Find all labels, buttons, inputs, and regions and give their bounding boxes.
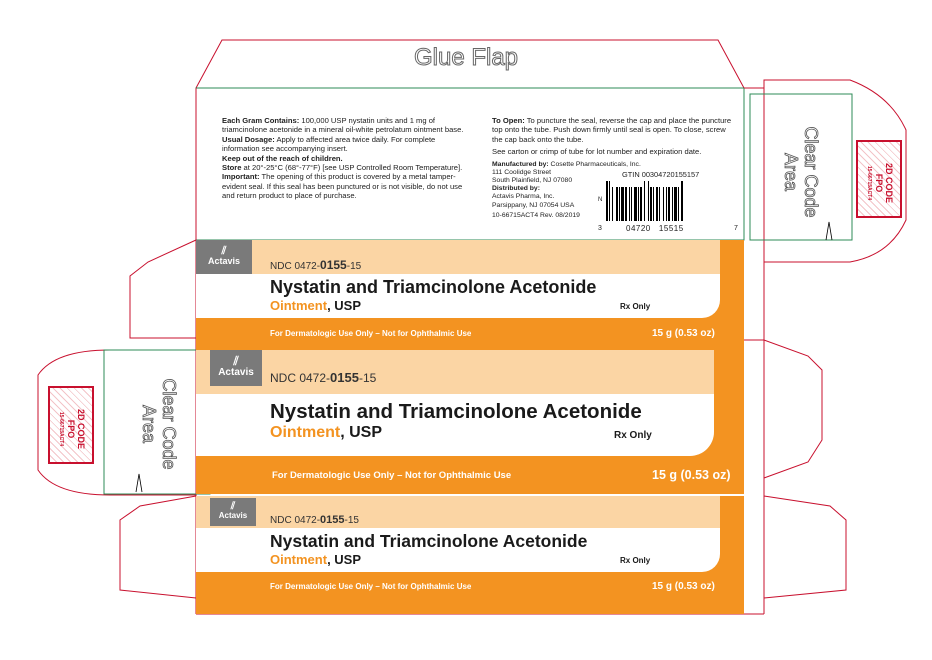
info-line: Store at 20°-25°C (68°-77°F) [see USP Controlled Room Temperature]. xyxy=(222,163,463,173)
clear-code-area-right: Clear Code Area xyxy=(781,126,821,218)
rx-only: Rx Only xyxy=(614,430,652,441)
rx-only: Rx Only xyxy=(620,302,651,311)
fpo-2d-code-left: 2D CODE FPO 15-66715ACT4 xyxy=(48,386,94,464)
info-line: Usual Dosage: Apply to affected area twice daily. For complete information see accompanying insert. xyxy=(222,134,436,154)
rx-only: Rx Only xyxy=(620,556,651,565)
upc-barcode xyxy=(606,181,732,221)
fpo-2d-code-right: 2D CODE FPO 15-66715ACT4 xyxy=(856,140,902,218)
gtin-label: GTIN 00304720155157 xyxy=(622,170,700,179)
info-line: Keep out of the reach of children. xyxy=(222,153,343,163)
clear-code-area-left: Clear Code Area xyxy=(139,378,179,470)
back-panel-info-left xyxy=(222,116,472,201)
ndc-number: NDC 0472-0155-15 xyxy=(270,258,362,272)
quantity: 15 g (0.53 oz) xyxy=(652,581,715,592)
front-panel-bottom xyxy=(196,496,744,614)
barcode-right-digit: 7 xyxy=(734,225,738,232)
ndc-number: NDC 0472-0155-15 xyxy=(270,370,377,385)
to-open-text: To Open: To puncture the seal, reverse the cap and place the puncture top onto the tube. Push down firmly until seal is open. To close, screw the cap back onto the tube. xyxy=(492,116,732,144)
product-title: Nystatin and Triamcinolone Acetonide xyxy=(270,400,642,423)
product-subtitle: Ointment, USP xyxy=(270,552,362,567)
usage-warning: For Dermatologic Use Only – Not for Ophthalmic Use xyxy=(270,329,472,338)
info-line: Each Gram Contains: 100,000 USP nystatin units and 1 mg of triamcinolone acetonide in a mineral oil-white petrolatum ointment base. xyxy=(222,116,464,135)
usage-warning: For Dermatologic Use Only – Not for Ophthalmic Use xyxy=(270,582,472,591)
quantity: 15 g (0.53 oz) xyxy=(652,328,715,339)
manufacturer-block: Manufactured by: Cosette Pharmaceuticals, Inc. 111 Coolidge Street South Plainfield, NJ 07080 Distributed by: Actavis Pharma, Inc. Parsippany, NJ 07054 USA 10-66715ACT4 Rev. 08/2019 xyxy=(492,160,641,219)
barcode-n: N xyxy=(598,197,603,203)
product-subtitle: Ointment, USP xyxy=(270,424,383,441)
front-panel-top xyxy=(196,240,744,350)
glue-flap-label: Glue Flap xyxy=(413,44,519,71)
lot-note: See carton or crimp of tube for lot number and expiration date. xyxy=(492,147,702,157)
info-line: Important: The opening of this product is covered by a metal tamper-evident seal. If this seal has been punctured or is not visible, do not use and return product to place of purchase. xyxy=(222,172,463,201)
product-title: Nystatin and Triamcinolone Acetonide xyxy=(270,531,588,551)
product-title: Nystatin and Triamcinolone Acetonide xyxy=(270,277,597,297)
actavis-logo: ⫽ Actavis xyxy=(210,350,262,386)
barcode-digits: 04720 15515 xyxy=(626,224,684,233)
actavis-logo: ⫽ Actavis xyxy=(210,498,256,526)
barcode-bar xyxy=(683,181,684,221)
product-subtitle: Ointment, USP xyxy=(270,298,362,313)
usage-warning: For Dermatologic Use Only – Not for Ophthalmic Use xyxy=(272,470,512,481)
barcode-left-digit: 3 xyxy=(598,225,602,232)
arrow-icon xyxy=(826,222,832,240)
ndc-number: NDC 0472-0155-15 xyxy=(270,514,359,526)
actavis-logo: ⫽ Actavis xyxy=(196,240,252,274)
quantity: 15 g (0.53 oz) xyxy=(652,468,731,482)
front-panel-main xyxy=(196,350,744,494)
